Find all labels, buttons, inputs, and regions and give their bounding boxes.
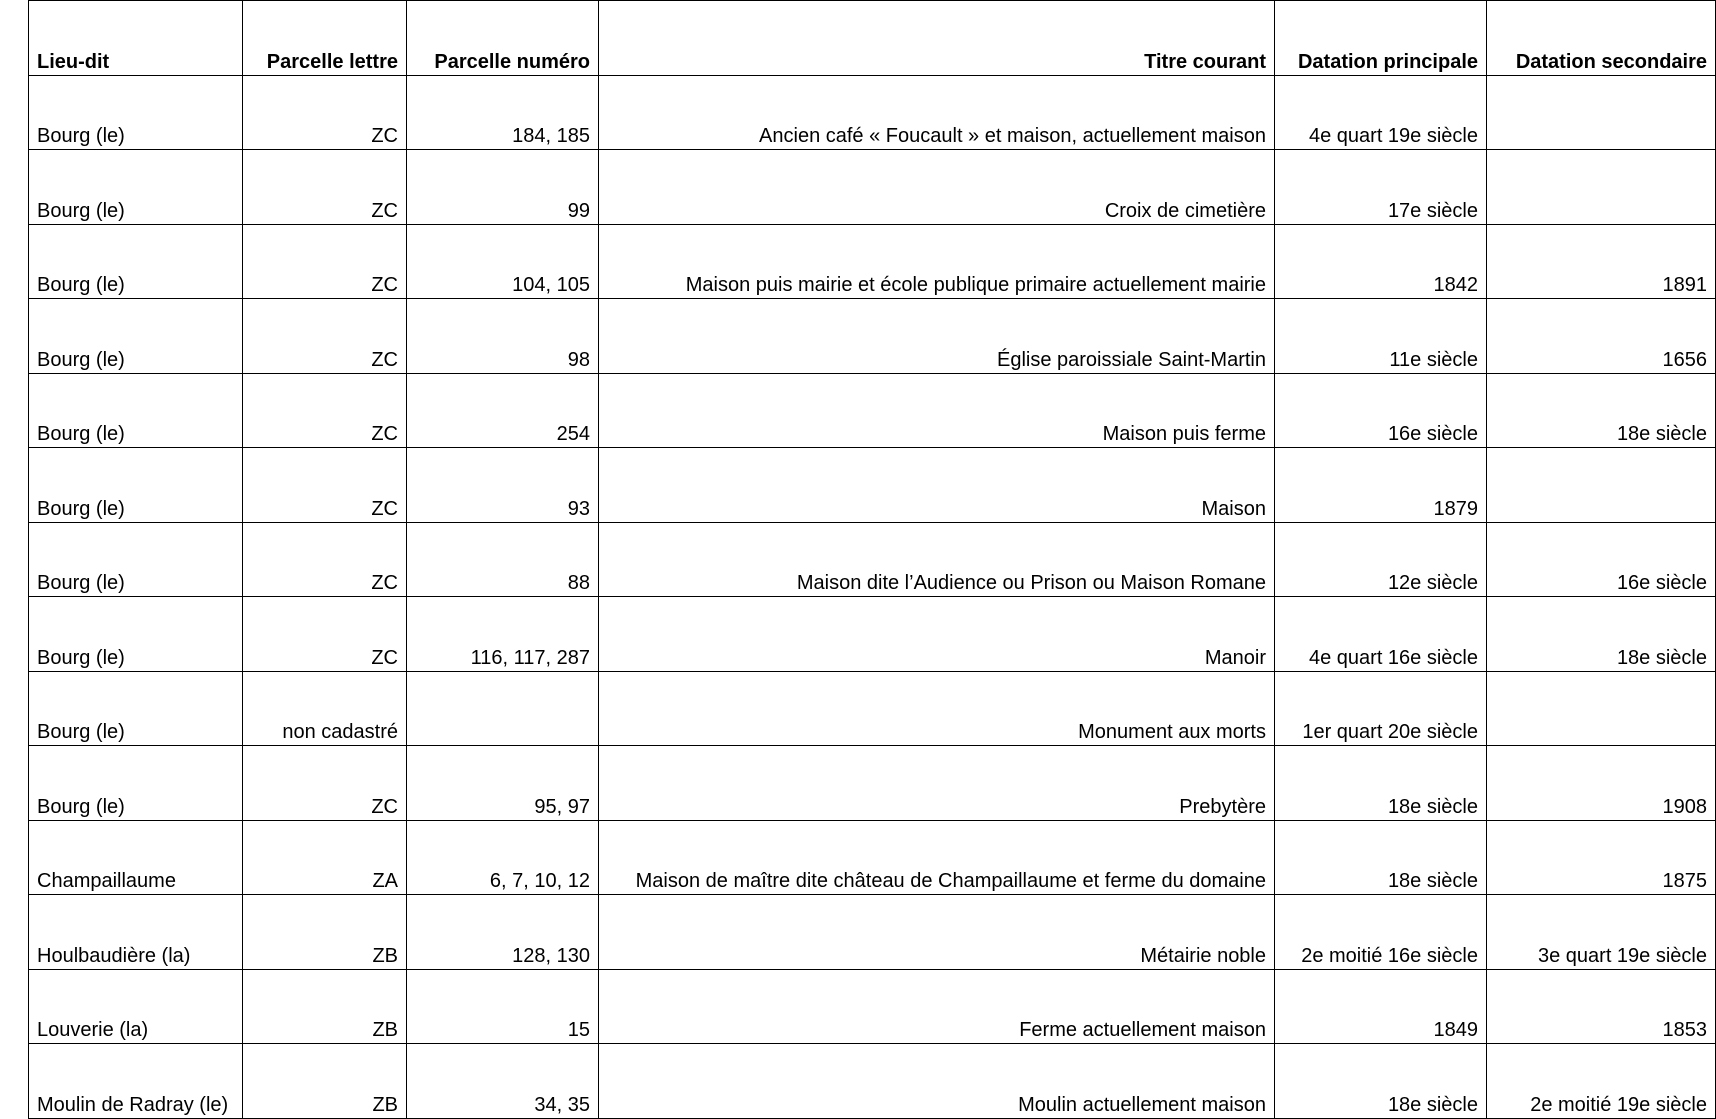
table-row — [29, 597, 1716, 672]
cell-datation-principale: 11e siècle — [1275, 299, 1487, 374]
cell-datation-secondaire — [1487, 448, 1716, 523]
cell-parcelle-numero: 254 — [407, 373, 599, 448]
cell-datation-secondaire: 1908 — [1487, 746, 1716, 821]
cell-parcelle-numero: 88 — [407, 522, 599, 597]
cell-lieu-dit: Bourg (le) — [29, 522, 243, 597]
cell-titre-courant: Maison de maître dite château de Champaillaume et ferme du domaine — [599, 820, 1275, 895]
table-row — [29, 75, 1716, 150]
cell-datation-principale: 18e siècle — [1275, 746, 1487, 821]
cell-datation-secondaire: 3e quart 19e siècle — [1487, 895, 1716, 970]
cell-datation-secondaire: 1891 — [1487, 224, 1716, 299]
cell-parcelle-lettre: ZC — [243, 373, 407, 448]
cell-parcelle-lettre: ZC — [243, 75, 407, 150]
cell-parcelle-lettre: ZC — [243, 448, 407, 523]
cell-parcelle-lettre: ZB — [243, 1044, 407, 1119]
table-row — [29, 299, 1716, 374]
table-row — [29, 522, 1716, 597]
cell-parcelle-lettre: ZB — [243, 895, 407, 970]
cell-titre-courant: Maison dite l’Audience ou Prison ou Maison Romane — [599, 522, 1275, 597]
table-row — [29, 224, 1716, 299]
cell-datation-secondaire: 1656 — [1487, 299, 1716, 374]
header-parcelle-lettre: Parcelle lettre — [243, 1, 407, 76]
header-row — [29, 1, 1716, 76]
cell-titre-courant: Maison — [599, 448, 1275, 523]
cell-titre-courant: Prebytère — [599, 746, 1275, 821]
cell-datation-secondaire — [1487, 150, 1716, 225]
cell-parcelle-numero: 184, 185 — [407, 75, 599, 150]
table-row — [29, 448, 1716, 523]
cell-datation-principale: 1849 — [1275, 969, 1487, 1044]
cell-titre-courant: Monument aux morts — [599, 671, 1275, 746]
cell-titre-courant: Maison puis mairie et école publique primaire actuellement mairie — [599, 224, 1275, 299]
header-datation-secondaire: Datation secondaire — [1487, 1, 1716, 76]
cell-lieu-dit: Bourg (le) — [29, 373, 243, 448]
cell-parcelle-lettre: non cadastré — [243, 671, 407, 746]
cell-lieu-dit: Louverie (la) — [29, 969, 243, 1044]
cell-parcelle-lettre: ZC — [243, 299, 407, 374]
header-parcelle-numero: Parcelle numéro — [407, 1, 599, 76]
cell-datation-principale: 2e moitié 16e siècle — [1275, 895, 1487, 970]
cell-datation-secondaire — [1487, 75, 1716, 150]
cell-datation-secondaire: 16e siècle — [1487, 522, 1716, 597]
cell-titre-courant: Manoir — [599, 597, 1275, 672]
cell-lieu-dit: Bourg (le) — [29, 224, 243, 299]
cell-parcelle-lettre: ZC — [243, 597, 407, 672]
cell-datation-principale: 1879 — [1275, 448, 1487, 523]
cell-parcelle-lettre: ZC — [243, 522, 407, 597]
header-lieu-dit: Lieu-dit — [29, 1, 243, 76]
table-row — [29, 373, 1716, 448]
table-row — [29, 895, 1716, 970]
cell-lieu-dit: Bourg (le) — [29, 75, 243, 150]
cell-datation-principale: 17e siècle — [1275, 150, 1487, 225]
cell-datation-principale: 1842 — [1275, 224, 1487, 299]
cell-parcelle-numero — [407, 671, 599, 746]
cell-lieu-dit: Houlbaudière (la) — [29, 895, 243, 970]
table-row — [29, 671, 1716, 746]
cell-titre-courant: Maison puis ferme — [599, 373, 1275, 448]
cell-datation-principale: 18e siècle — [1275, 1044, 1487, 1119]
cell-parcelle-numero: 128, 130 — [407, 895, 599, 970]
table-row — [29, 746, 1716, 821]
cell-parcelle-numero: 104, 105 — [407, 224, 599, 299]
cell-parcelle-numero: 99 — [407, 150, 599, 225]
cell-lieu-dit: Bourg (le) — [29, 299, 243, 374]
cell-parcelle-numero: 6, 7, 10, 12 — [407, 820, 599, 895]
cell-parcelle-lettre: ZC — [243, 150, 407, 225]
cell-parcelle-numero: 116, 117, 287 — [407, 597, 599, 672]
cell-parcelle-lettre: ZC — [243, 224, 407, 299]
cell-parcelle-numero: 98 — [407, 299, 599, 374]
cell-datation-principale: 16e siècle — [1275, 373, 1487, 448]
cell-lieu-dit: Bourg (le) — [29, 150, 243, 225]
cell-titre-courant: Ferme actuellement maison — [599, 969, 1275, 1044]
cell-lieu-dit: Bourg (le) — [29, 746, 243, 821]
cell-lieu-dit: Champaillaume — [29, 820, 243, 895]
cell-datation-principale: 12e siècle — [1275, 522, 1487, 597]
cell-datation-principale: 4e quart 19e siècle — [1275, 75, 1487, 150]
table-row — [29, 820, 1716, 895]
cell-lieu-dit: Bourg (le) — [29, 671, 243, 746]
cell-titre-courant: Métairie noble — [599, 895, 1275, 970]
table-row — [29, 969, 1716, 1044]
inventory-table — [28, 0, 1716, 1119]
cell-lieu-dit: Moulin de Radray (le) — [29, 1044, 243, 1119]
cell-parcelle-numero: 93 — [407, 448, 599, 523]
cell-datation-secondaire: 2e moitié 19e siècle — [1487, 1044, 1716, 1119]
table-body — [29, 75, 1716, 1118]
cell-datation-secondaire: 18e siècle — [1487, 597, 1716, 672]
cell-parcelle-lettre: ZB — [243, 969, 407, 1044]
cell-datation-principale: 4e quart 16e siècle — [1275, 597, 1487, 672]
cell-datation-principale: 1er quart 20e siècle — [1275, 671, 1487, 746]
cell-lieu-dit: Bourg (le) — [29, 597, 243, 672]
cell-datation-secondaire: 1875 — [1487, 820, 1716, 895]
cell-parcelle-numero: 34, 35 — [407, 1044, 599, 1119]
table-row — [29, 1044, 1716, 1119]
cell-datation-secondaire — [1487, 671, 1716, 746]
cell-parcelle-numero: 95, 97 — [407, 746, 599, 821]
header-datation-principale: Datation principale — [1275, 1, 1487, 76]
cell-datation-secondaire: 18e siècle — [1487, 373, 1716, 448]
header-titre-courant: Titre courant — [599, 1, 1275, 76]
cell-datation-secondaire: 1853 — [1487, 969, 1716, 1044]
cell-titre-courant: Croix de cimetière — [599, 150, 1275, 225]
cell-titre-courant: Moulin actuellement maison — [599, 1044, 1275, 1119]
cell-datation-principale: 18e siècle — [1275, 820, 1487, 895]
cell-lieu-dit: Bourg (le) — [29, 448, 243, 523]
cell-titre-courant: Église paroissiale Saint-Martin — [599, 299, 1275, 374]
cell-parcelle-numero: 15 — [407, 969, 599, 1044]
cell-titre-courant: Ancien café « Foucault » et maison, actuellement maison — [599, 75, 1275, 150]
cell-parcelle-lettre: ZA — [243, 820, 407, 895]
cell-parcelle-lettre: ZC — [243, 746, 407, 821]
table-row — [29, 150, 1716, 225]
